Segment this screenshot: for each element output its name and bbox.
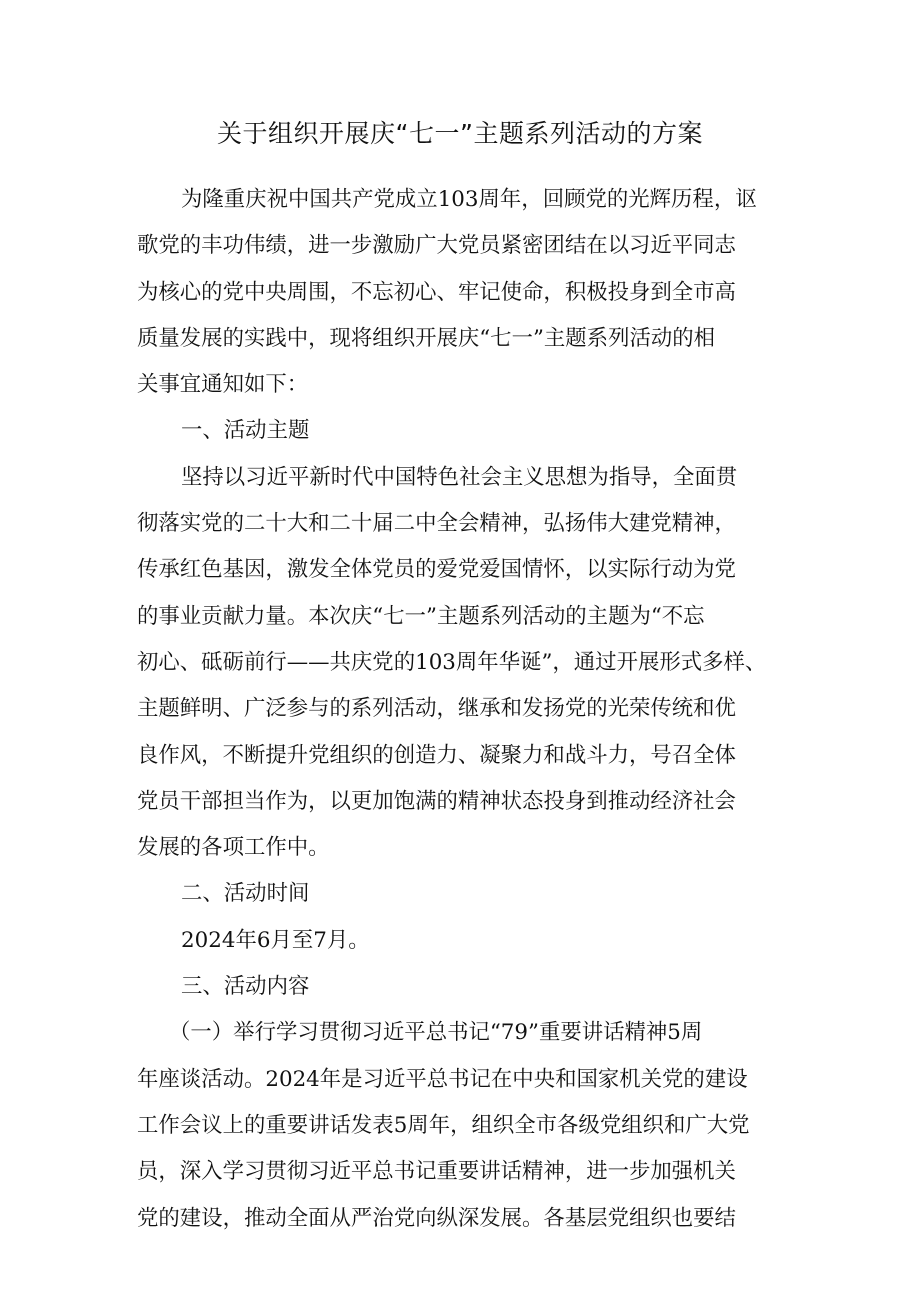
paragraph-line: 的事业贡献力量。本次庆“七一”主题系列活动的主题为“不忘 (137, 603, 705, 629)
section-heading: 三、活动内容 (181, 974, 310, 1000)
paragraph-line: 为核心的党中央周围，不忘初心、牢记使命，积极投身到全市高 (137, 279, 736, 305)
paragraph-line: 关事宜通知如下： (137, 372, 309, 398)
paragraph-line: 歌党的丰功伟绩，进一步激励广大党员紧密团结在以习近平同志 (137, 233, 736, 259)
section-heading: 二、活动时间 (181, 881, 310, 907)
paragraph-line: 初心、砥砺前行——共庆党的103周年华诞”，通过开展形式多样、 (137, 649, 767, 675)
paragraph-line: 工作会议上的重要讲话发表5周年，组织全市各级党组织和广大党 (137, 1112, 750, 1138)
paragraph-line: 良作风，不断提升党组织的创造力、凝聚力和战斗力，号召全体 (137, 742, 736, 768)
paragraph-line: 为隆重庆祝中国共产党成立103周年，回顾党的光辉历程，讴 (181, 187, 757, 212)
paragraph-line: 传承红色基因，激发全体党员的爱党爱国情怀，以实际行动为党 (137, 557, 736, 583)
paragraph-line: 年座谈活动。2024年是习近平总书记在中央和国家机关党的建设 (137, 1066, 748, 1092)
paragraph-line: 员，深入学习贯彻习近平总书记重要讲话精神，进一步加强机关 (137, 1159, 736, 1185)
paragraph-line: 坚持以习近平新时代中国特色社会主义思想为指导，全面贯 (181, 464, 738, 490)
paragraph-line: 质量发展的实践中，现将组织开展庆“七一”主题系列活动的相 (137, 325, 716, 351)
paragraph-line: 2024年6月至7月。 (181, 927, 370, 953)
section-heading: 一、活动主题 (181, 418, 310, 444)
document-title: 关于组织开展庆“七一”主题系列活动的方案 (217, 119, 703, 148)
document-body (137, 177, 795, 1242)
paragraph-line: 党的建设，推动全面从严治党向纵深发展。各基层党组织也要结 (137, 1205, 736, 1231)
paragraph-line: 党员干部担当作为，以更加饱满的精神状态投身到推动经济社会 (137, 788, 736, 814)
paragraph-line: 主题鲜明、广泛参与的系列活动，继承和发扬党的光荣传统和优 (137, 696, 736, 722)
paragraph-line: 彻落实党的二十大和二十届二中全会精神，弘扬伟大建党精神， (137, 511, 736, 537)
subsection-heading-line: （一）举行学习贯彻习近平总书记“79”重要讲话精神5周 (169, 1020, 703, 1046)
paragraph-line: 发展的各项工作中。 (137, 835, 330, 861)
